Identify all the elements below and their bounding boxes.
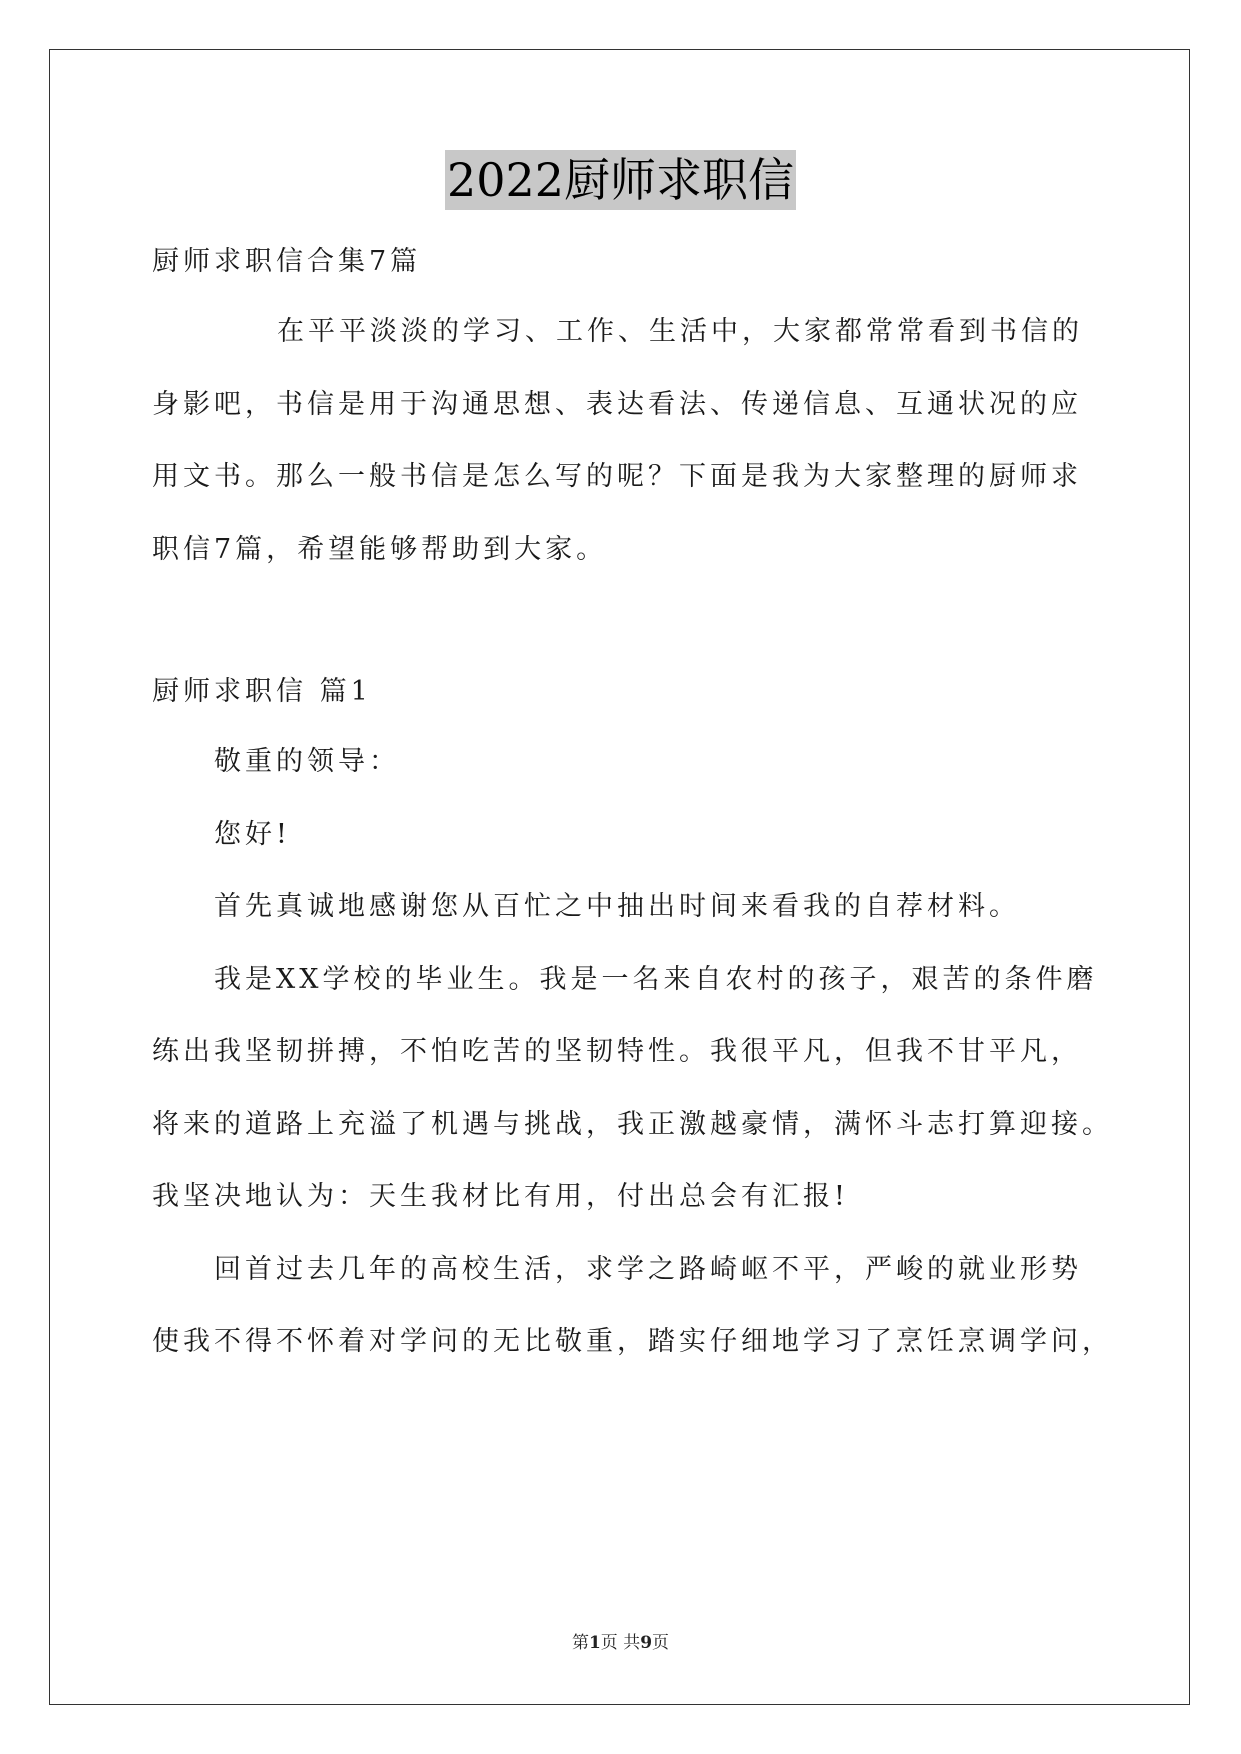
- paragraph-line: 我坚决地认为：天生我材比有用，付出总会有汇报!: [152, 1181, 849, 1212]
- page-border: [49, 49, 1190, 1705]
- subtitle: 厨师求职信合集7篇: [152, 246, 422, 277]
- section-heading: 厨师求职信 篇1: [152, 676, 372, 707]
- paragraph-line: 回首过去几年的高校生活，求学之路崎岖不平，严峻的就业形势: [214, 1254, 1082, 1285]
- paragraph-line: 我是XX学校的毕业生。我是一名来自农村的孩子，艰苦的条件磨: [214, 964, 1098, 995]
- page-footer: [0, 1628, 1241, 1653]
- page-prefix: 第: [571, 1633, 589, 1653]
- intro-line: 在平平淡淡的学习、工作、生活中，大家都常常看到书信的: [277, 316, 1083, 347]
- salutation: 敬重的领导：: [214, 746, 400, 777]
- page-suffix: 页: [652, 1633, 670, 1653]
- title-block: [0, 150, 1241, 210]
- paragraph-line: 使我不得不怀着对学问的无比敬重，踏实仔细地学习了烹饪烹调学问，: [152, 1326, 1113, 1357]
- greeting: 您好!: [214, 819, 291, 850]
- page-total: 9: [640, 1633, 653, 1653]
- intro-line: 身影吧，书信是用于沟通思想、表达看法、传递信息、互通状况的应: [152, 389, 1082, 420]
- intro-line: 职信7篇，希望能够帮助到大家。: [152, 534, 608, 565]
- page-current: 1: [588, 1633, 601, 1653]
- paragraph-line: 首先真诚地感谢您从百忙之中抽出时间来看我的自荐材料。: [214, 891, 1020, 922]
- intro-line: 用文书。那么一般书信是怎么写的呢？下面是我为大家整理的厨师求: [152, 461, 1082, 492]
- paragraph-line: 练出我坚韧拼搏，不怕吃苦的坚韧特性。我很平凡，但我不甘平凡，: [152, 1036, 1082, 1067]
- paragraph-line: 将来的道路上充溢了机遇与挑战，我正激越豪情，满怀斗志打算迎接。: [152, 1109, 1113, 1140]
- document-title: 2022厨师求职信: [445, 150, 796, 210]
- page-mid: 页 共: [600, 1633, 641, 1653]
